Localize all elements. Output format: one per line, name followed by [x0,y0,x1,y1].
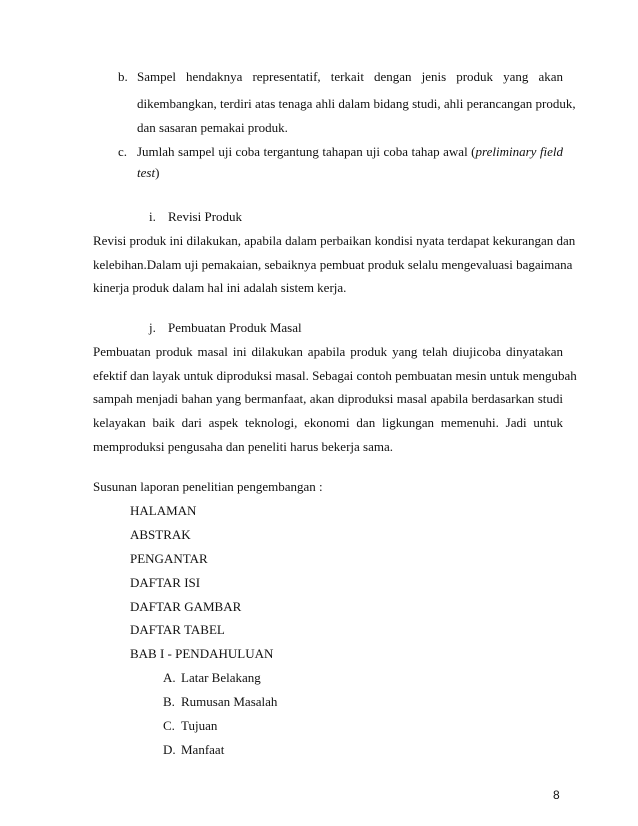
list-b-line-2: dikembangkan, terdiri atas tenaga ahli dalam bidang studi, ahli perancangan produk, [137,96,576,111]
section-i-heading: Revisi Produk [168,209,243,224]
section-j-heading: Pembuatan Produk Masal [168,320,302,335]
bab1-sub-marker-d: D. [163,742,176,757]
susunan-item-bab1: BAB I - PENDAHULUAN [130,646,274,661]
list-b-line-1: Sampel hendaknya representatif, terkait dengan jenis produk yang akan [137,69,563,84]
section-j-line-5: memproduksi pengusaha dan peneliti harus bekerja sama. [93,439,393,454]
list-c-italic-test: test [137,165,156,180]
list-marker-c: c. [118,144,128,159]
bab1-sub-manfaat: Manfaat [181,742,225,757]
section-i-line-2: kelebihan.Dalam uji pemakaian, sebaiknya pembuat produk selalu mengevaluasi bagaimana [93,257,573,272]
page-number: 8 [553,788,560,802]
bab1-sub-latar-belakang: Latar Belakang [181,670,261,685]
section-j-line-2: efektif dan layak untuk diproduksi masal. Sebagai contoh pembuatan mesin untuk mengubah [93,368,577,383]
bab1-sub-marker-c: C. [163,718,175,733]
bab1-sub-marker-b: B. [163,694,175,709]
section-i-line-3: kinerja produk dalam hal ini adalah sistem kerja. [93,280,347,295]
section-i-marker: i. [149,209,156,224]
susunan-item-abstrak: ABSTRAK [130,527,191,542]
list-c-line-1 [137,144,563,160]
list-c-text: Jumlah sampel uji coba tergantung tahapan uji coba tahap awal ( [137,144,476,159]
bab1-sub-marker-a: A. [163,670,176,685]
susunan-intro: Susunan laporan penelitian pengembangan : [93,479,323,494]
section-j-line-1: Pembuatan produk masal ini dilakukan apabila produk yang telah diujicoba dinyatakan [93,344,563,359]
list-b-line-3: dan sasaran pemakai produk. [137,120,288,135]
susunan-item-pengantar: PENGANTAR [130,551,208,566]
susunan-item-daftar-isi: DAFTAR ISI [130,575,201,590]
list-c-line-2 [137,165,563,181]
susunan-item-daftar-gambar: DAFTAR GAMBAR [130,599,242,614]
susunan-item-halaman: HALAMAN [130,503,197,518]
bab1-sub-tujuan: Tujuan [181,718,218,733]
bab1-sub-rumusan-masalah: Rumusan Masalah [181,694,278,709]
list-c-italic-term: preliminary field [475,144,563,159]
list-c-close: ) [155,165,160,180]
section-j-line-4: kelayakan baik dari aspek teknologi, ekonomi dan ligkungan memenuhi. Jadi untuk [93,415,563,430]
list-marker-b: b. [118,69,128,84]
section-j-line-3: sampah menjadi bahan yang bermanfaat, akan diproduksi masal apabila berdasarkan studi [93,391,563,406]
section-j-marker: j. [149,320,156,335]
section-i-line-1: Revisi produk ini dilakukan, apabila dalam perbaikan kondisi nyata terdapat kekurangan dan [93,233,576,248]
susunan-item-daftar-tabel: DAFTAR TABEL [130,622,225,637]
